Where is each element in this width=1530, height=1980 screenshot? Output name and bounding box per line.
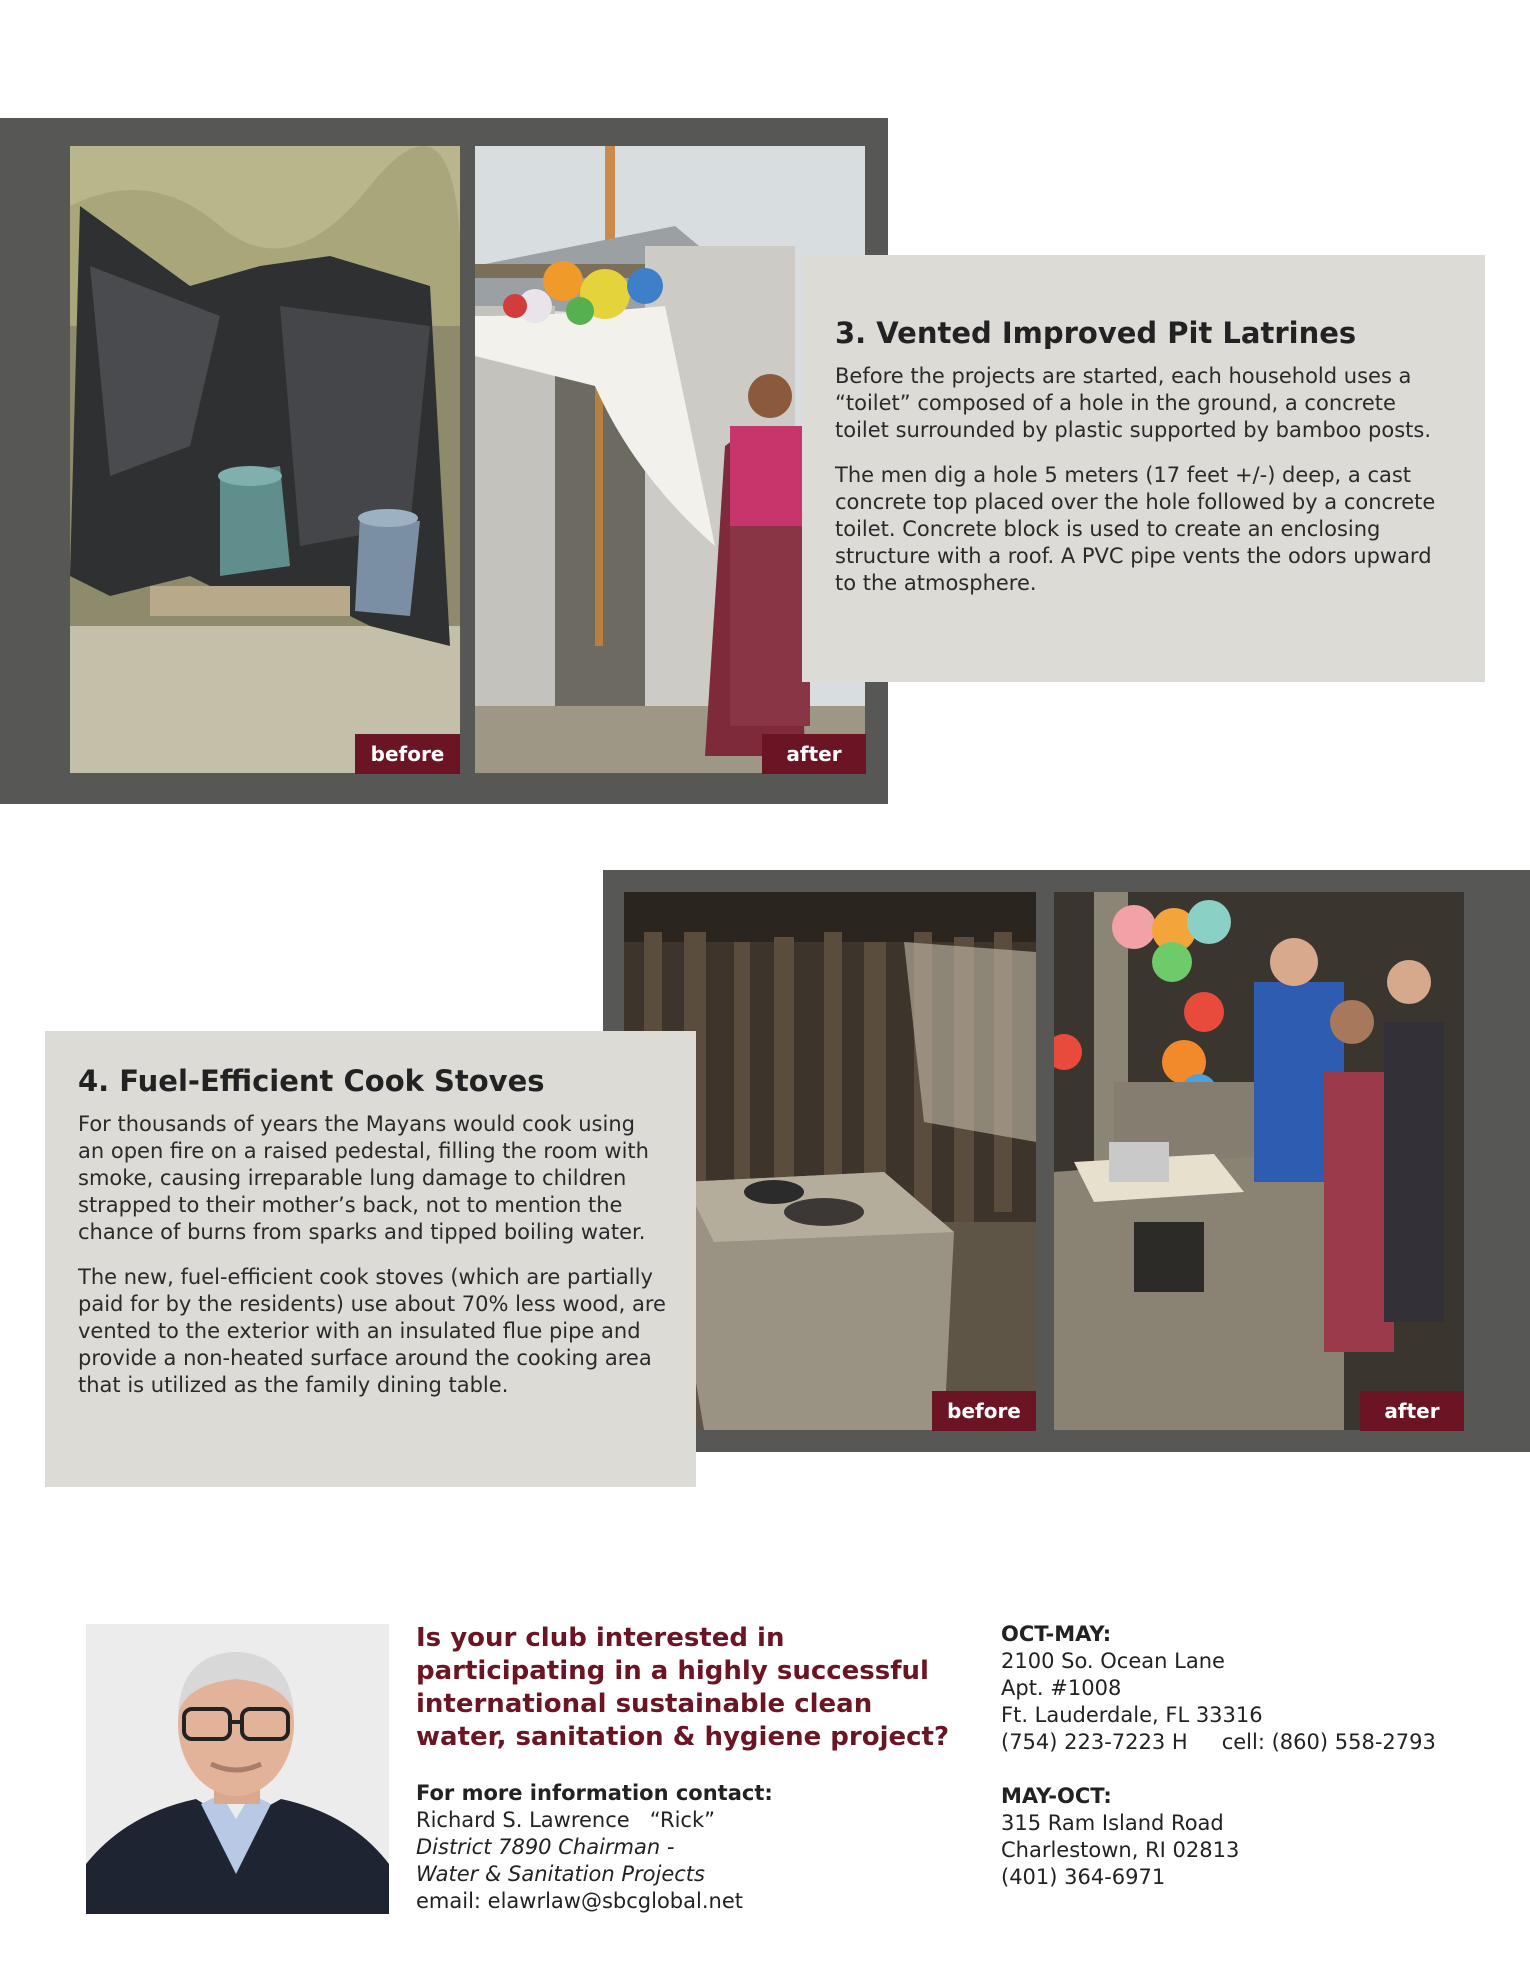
before-label: before xyxy=(932,1391,1036,1431)
address-oct-may-label: OCT-MAY: xyxy=(1001,1622,1112,1646)
after-label: after xyxy=(1360,1391,1464,1431)
latrines-text-card xyxy=(802,255,1485,682)
address-may-oct xyxy=(1001,1783,1481,1891)
address-oct-may xyxy=(1001,1621,1481,1756)
stoves-text-card xyxy=(45,1031,696,1487)
address-may-oct-street: 315 Ram Island Road xyxy=(1001,1811,1224,1835)
address-may-oct-label: MAY-OCT: xyxy=(1001,1784,1112,1808)
stoves-title: 4. Fuel-Efficient Cook Stoves xyxy=(78,1064,545,1098)
address-oct-may-cell: cell: (860) 558-2793 xyxy=(1221,1730,1436,1754)
latrines-paragraph-1: Before the projects are started, each household uses a “toilet” composed of a hole in the ground, a concrete toilet surrounded by plastic supported by bamboo posts. xyxy=(835,364,1431,442)
address-oct-may-street: 2100 So. Ocean Lane xyxy=(1001,1649,1225,1673)
contact-heading: For more information contact: xyxy=(416,1781,773,1805)
contact-email[interactable]: email: elawrlaw@sbcglobal.net xyxy=(416,1889,743,1913)
before-label: before xyxy=(355,734,460,774)
contact-info xyxy=(416,1780,806,1915)
address-oct-may-phones xyxy=(1001,1729,1481,1756)
address-oct-may-city: Ft. Lauderdale, FL 33316 xyxy=(1001,1703,1263,1727)
address-may-oct-phone: (401) 364-6971 xyxy=(1001,1865,1166,1889)
address-may-oct-city: Charlestown, RI 02813 xyxy=(1001,1838,1240,1862)
stoves-paragraph-2: The new, fuel-efficient cook stoves (which are partially paid for by the residents) use about 70% less wood, are vented to the exterior with an insulated flue pipe and provide a non-heated surface around the cooking area that is utilized as the family dining table. xyxy=(78,1265,666,1397)
participation-question: Is your club interested in participating in a highly successful international sustainable clean water, sanitation & hygiene project? xyxy=(416,1623,950,1752)
contact-role-line-1: District 7890 Chairman - xyxy=(416,1835,675,1859)
contact-name: Richard S. Lawrence “Rick” xyxy=(416,1808,715,1832)
stove-after-photo xyxy=(1054,892,1464,1430)
stoves-paragraph-1: For thousands of years the Mayans would cook using an open fire on a raised pedestal, filling the room with smoke, causing irreparable lung damage to children strapped to their mother’s back, not to mention the chance of burns from sparks and tipped boiling water. xyxy=(78,1112,649,1244)
address-oct-may-phone: (754) 223-7223 H xyxy=(1001,1730,1188,1754)
contact-portrait-photo xyxy=(86,1624,389,1914)
address-oct-may-unit: Apt. #1008 xyxy=(1001,1676,1122,1700)
after-label: after xyxy=(762,734,866,774)
latrines-title: 3. Vented Improved Pit Latrines xyxy=(835,316,1357,350)
contact-role-line-2: Water & Sanitation Projects xyxy=(416,1862,705,1886)
latrines-paragraph-2: The men dig a hole 5 meters (17 feet +/-) deep, a cast concrete top placed over the hole followed by a concrete toilet. Concrete block is used to create an enclosing structure with a roof. A PVC pipe vents the odors upward to the atmosphere. xyxy=(835,463,1436,595)
latrine-before-photo xyxy=(70,146,460,773)
